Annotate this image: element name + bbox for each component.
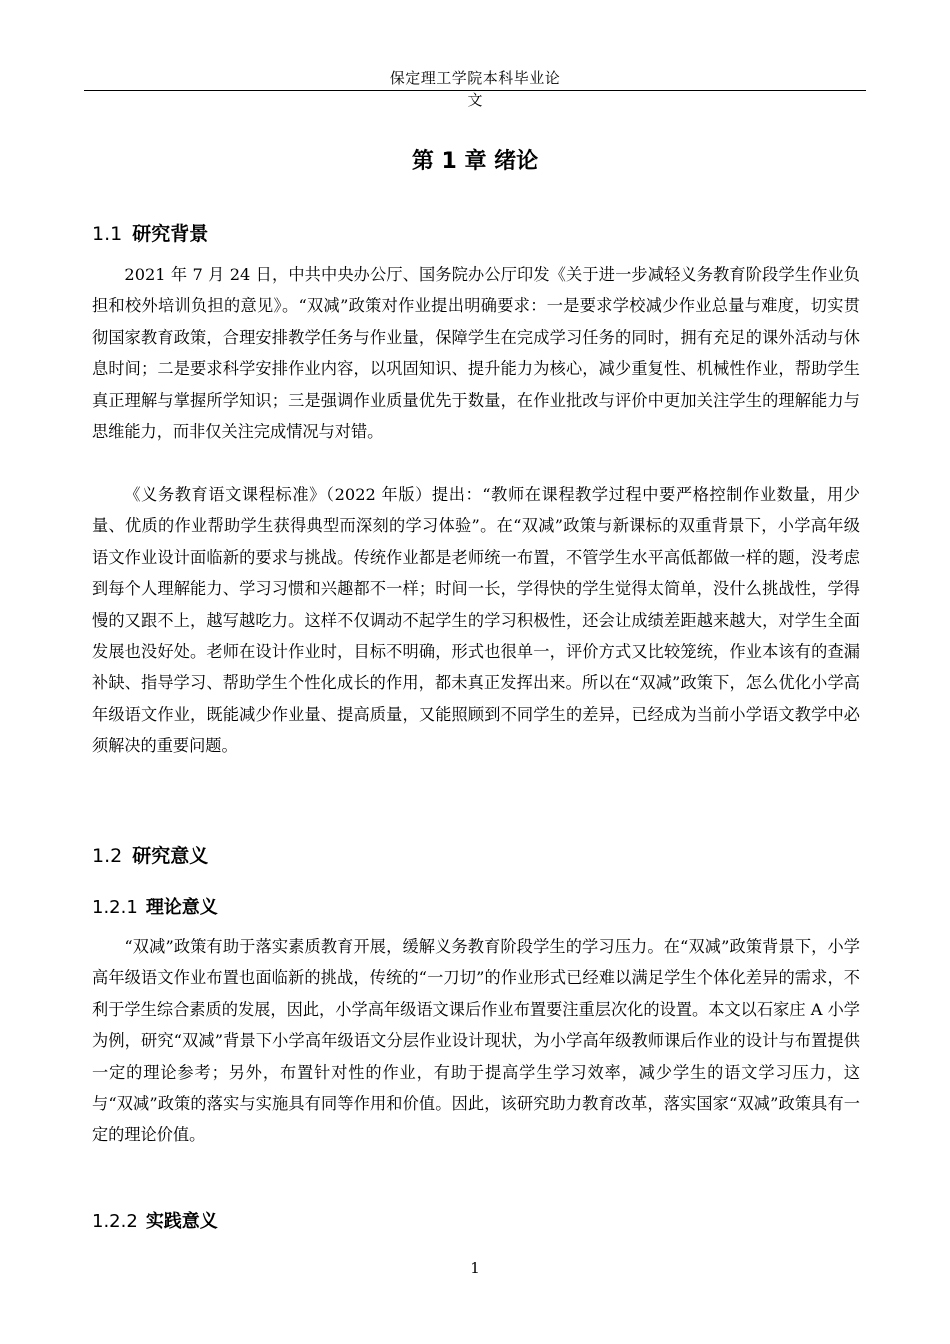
- section-title: 研究意义: [132, 845, 209, 867]
- paragraph-theory: “双减”政策有助于落实素质教育开展，缓解义务教育阶段学生的学习压力。在“双减”政策背景下，小学高年级语文作业布置也面临新的挑战，传统的“一刀切”的作业形式已经难以满足学生个体化差异的需求，不利于学生综合素质的发展，因此，小学高年级语文课后作业布置要注重层次化的设置。本文以石家庄 A 小学为例，研究“双减”背景下小学高年级语文分层作业设计现状，为小学高年级教师课后作业的设计与布置提供一定的理论参考；另外，布置针对性的作业，有助于提高学生学习效率，减少学生的语文学习压力，这与“双减”政策的落实与实施具有同等作用和价值。因此，该研究助力教育改革，落实国家“双减”政策具有一定的理论价值。: [92, 937, 860, 1145]
- subsection-number: 1.2.1: [92, 897, 138, 918]
- section-title: 研究背景: [132, 223, 209, 245]
- paragraph-background-2: 《义务教育语文课程标准》（2022 年版）提出：“教师在课程教学过程中要严格控制作业数量，用少量、优质的作业帮助学生获得典型而深刻的学习体验”。在“双减”政策与新课标的双重背景下，小学高年级语文作业设计面临新的要求与挑战。传统作业都是老师统一布置，不管学生水平高低都做一样的题，没考虑到每个人理解能力、学习习惯和兴趣都不一样；时间一长，学得快的学生觉得太简单，没什么挑战性，学得慢的又跟不上，越写越吃力。这样不仅调动不起学生的学习积极性，还会让成绩差距越来越大，对学生全面发展也没好处。老师在设计作业时，目标不明确，形式也很单一，评价方式又比较笼统，作业本该有的查漏补缺、指导学习、帮助学生个性化成长的作用，都未真正发挥出来。所以在“双减”政策下，怎么优化小学高年级语文作业，既能减少作业量、提高质量，又能照顾到不同学生的差异，已经成为当前小学语文教学中必须解决的重要问题。: [92, 485, 860, 756]
- subsection-heading-1-2-2: [92, 1209, 218, 1235]
- chapter-title: 第 1 章 绪论: [411, 149, 539, 174]
- page-number: 1: [470, 1259, 480, 1277]
- section-number: 1.2: [92, 845, 123, 867]
- running-header: 保定理工学院本科毕业论: [389, 69, 561, 87]
- running-header-wrap: 文: [467, 91, 483, 109]
- section-number: 1.1: [92, 223, 123, 245]
- subsection-heading-1-2-1: [92, 895, 218, 921]
- subsection-title: 实践意义: [145, 1211, 218, 1232]
- subsection-number: 1.2.2: [92, 1211, 138, 1232]
- paragraph-background-1: 2021 年 7 月 24 日，中共中央办公厅、国务院办公厅印发《关于进一步减轻义务教育阶段学生作业负担和校外培训负担的意见》。“双减”政策对作业提出明确要求：一是要求学校减少作业总量与难度，切实贯彻国家教育政策，合理安排教学任务与作业量，保障学生在完成学习任务的同时，拥有充足的课外活动与休息时间；二是要求科学安排作业内容，以巩固知识、提升能力为核心，减少重复性、机械性作业，帮助学生真正理解与掌握所学知识；三是强调作业质量优先于数量，在作业批改与评价中更加关注学生的理解能力与思维能力，而非仅关注完成情况与对错。: [92, 265, 860, 442]
- section-heading-1-2: [92, 843, 208, 869]
- section-heading-1-1: [92, 221, 208, 247]
- subsection-title: 理论意义: [145, 897, 218, 918]
